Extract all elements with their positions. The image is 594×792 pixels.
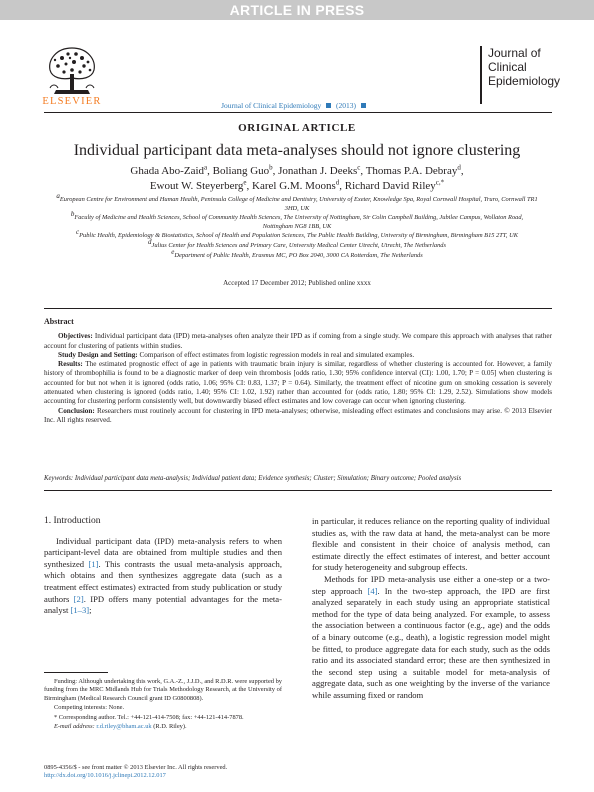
right-column: [312, 516, 550, 702]
doi-link[interactable]: http://dx.doi.org/10.1016/j.jclinepi.2012.12.017: [44, 772, 166, 780]
affiliation: $^c$Public Health, Epidemiology & Biostatistics, School of Health and Population Sciences, The Public Health Building, University of Birmingham, Birmingham B15 2TT, UK: [76, 228, 518, 240]
abstract-objectives: Objectives: Individual participant data (IPD) meta-analyses often analyze their IPD as if coming from a single study. We compare this approach with analyses that rather account for clustering of patients within studies.: [44, 332, 553, 350]
abstract: [44, 317, 552, 425]
journal-title-box: [480, 46, 560, 104]
square-bullet-icon: [361, 103, 366, 108]
email-link[interactable]: r.d.riley@bham.ac.uk: [96, 723, 152, 731]
article-title: Individual participant data meta-analyses should not ignore clustering: [73, 142, 521, 159]
body-paragraph: in particular, it reduces reliance on the reporting quality of individual studies as, with the raw data at hand, the meta-analyst can be more flexible and consistent in their choice of analysis method, can estimate directly the effect estimates of interest, and better account for study heterogeneity and subgroup effects.: [312, 516, 550, 573]
affiliations: [56, 192, 538, 261]
journal-box-line: Epidemiology: [488, 74, 561, 88]
abstract-results: Results: The estimated prognostic effect of age in patients with traumatic brain injury is similar, regardless of whether clustering is accounted for. However, a family history of thrombophilia is found to be a diagnostic marker of deep vein thrombosis [odds ratio, 1.30; 95% confidence interval (CI): 1.00, 1.70; P = 0.05] when clustering is accounted for but not when it is ignored (odds ratio, 1.06; 95% CI: 0.83, 1.37; P = 0.64). Similarly, the treatment effect of nicotine gum on smoking cessation is severely attenuated when clustering is ignored (odds ratio, 1.40; 95% CI: 1.02, 1.92) rather than accounted for (odds ratio, 1.80; 95% CI: 1.29, 2.52). Simulations show models accounting for clustering perform consistently well, but downwardly biased effect estimates and low coverage can occur when ignoring clustering.: [44, 360, 552, 406]
journal-year: (2013): [336, 101, 357, 110]
citation-link[interactable]: [1]: [88, 558, 99, 569]
header-rule: [44, 112, 552, 113]
affiliation: $^a$European Centre for Environment and Human Health, Peninsula College of Medicine and Dentistry, University of Exeter, Knowledge Spa, Royal Cornwall Hospital, Truro, Cornwall TR1 3HD, UK: [56, 192, 538, 212]
article-type: ORIGINAL ARTICLE: [238, 122, 356, 134]
author: Boliang Guo$^b$,: [212, 163, 279, 177]
abstract-conclusion: Conclusion: Researchers must routinely account for clustering in IPD meta-analyses; otherwise, misleading effect estimates and conclusions may arise. © 2013 Elsevier Inc. All rights reserved.: [44, 406, 553, 424]
publisher-name: ELSEVIER: [42, 96, 102, 107]
journal-box-line: Clinical: [488, 60, 527, 74]
journal-box-line: Journal of: [488, 46, 541, 60]
abstract-top-rule: [44, 308, 552, 309]
accepted-date: Accepted 17 December 2012; Published online xxxx: [223, 279, 371, 287]
left-column: [44, 516, 282, 617]
author: Ewout W. Steyerberg$^e$,: [149, 178, 253, 192]
journal-running-head: [150, 101, 440, 110]
elsevier-tree-logo: [44, 44, 100, 96]
body-paragraph: Methods for IPD meta-analysis use either a one-step or a two-step approach [4]. In the two-step approach, the IPD are first analyzed separately in each study using an appropriate statistical method for the type of data being analyzed. For example, to assess the association between a continuous factor (e.g., age) and the odds of a binary outcome (e.g., death), a logistic regression model might be fitted, to produce aggregate data for each study, such as the odds ratio and its associated standard error; these are then synthesized in the second step using a suitable model for meta-analysis of aggregate data, such as one weighting by the inverse of the variance while assuming fixed or random: [312, 573, 550, 700]
author: Ghada Abo-Zaid$^a$,: [130, 163, 213, 177]
author: Karel G.M. Moons$^d$,: [252, 178, 345, 192]
citation-link[interactable]: [4]: [367, 585, 378, 596]
issn-line: 0895-4356/$ - see front matter © 2013 Elsevier Inc. All rights reserved.: [44, 764, 228, 771]
article-in-press-banner: ARTICLE IN PRESS: [0, 0, 594, 20]
abstract-heading: Abstract: [44, 317, 74, 326]
footnotes: [44, 678, 282, 732]
square-bullet-icon: [326, 103, 331, 108]
affiliation: $^d$Julius Center for Health Sciences and Primary Care, University Medical Center Utrecht, Utrecht, The Netherlands: [148, 237, 446, 249]
affiliation: $^b$Faculty of Medicine and Health Sciences, School of Community Health Sciences, The University of Nottingham, Sir Colin Campbell Building, Jubilee Campus, Wollaton Road, Nottingham NG8 1BB, UK: [70, 210, 524, 230]
intro-paragraph: Individual participant data (IPD) meta-analysis refers to when participant-level data are obtained from multiple studies and then synthesized [1]. This contrasts the usual meta-analysis approach, which obtains and then synthesizes aggregate data (such as a treatment effect estimates) extracted from study publication or study authors [2]. IPD offers many potential advantages for the meta-analyst [1–3];: [44, 535, 282, 616]
funding-note: Funding: Although undertaking this work, G.A.-Z., J.J.D., and R.D.R. were supported by funding from the MRC Midlands Hub for Trials Methodology Research, at the University of Birmingham (Medical Research Council grant ID G0800808).: [44, 678, 282, 702]
citation-link[interactable]: [1–3]: [70, 605, 90, 616]
competing-interests: Competing interests: None.: [54, 704, 125, 712]
footnote-rule: [44, 672, 108, 673]
affiliation: $^e$Department of Public Health, Erasmus MC, PO Box 2040, 3000 CA Rotterdam, The Netherlands: [171, 247, 423, 259]
bottom-metadata: [44, 764, 324, 781]
journal-name[interactable]: Journal of Clinical Epidemiology: [221, 101, 322, 110]
citation-link[interactable]: [2]: [73, 593, 84, 604]
author: Richard David Riley$^{c,*}$: [344, 178, 445, 192]
keywords-bottom-rule: [44, 490, 552, 491]
section-heading-introduction: 1. Introduction: [44, 516, 101, 526]
copyright: © 2013 Elsevier Inc. All rights reserved.: [44, 406, 553, 424]
keywords: Keywords: Individual participant data meta-analysis; Individual patient data; Evidence synthesis; Cluster; Simulation; Binary outcome; Pooled analysis: [44, 475, 462, 482]
author-list: [60, 164, 534, 194]
author: Jonathan J. Deeks$^c$,: [278, 163, 366, 177]
corresponding-author: * Corresponding author. Tel.: +44-121-414-7508; fax: +44-121-414-7878.: [54, 713, 244, 721]
author: Thomas P.A. Debray$^d$,: [365, 163, 464, 177]
abstract-design: Study Design and Setting: Comparison of effect estimates from logistic regression models in real and simulated examples.: [58, 350, 415, 359]
email-line: E-mail address: r.d.riley@bham.ac.uk (R.D. Riley).: [54, 723, 187, 731]
